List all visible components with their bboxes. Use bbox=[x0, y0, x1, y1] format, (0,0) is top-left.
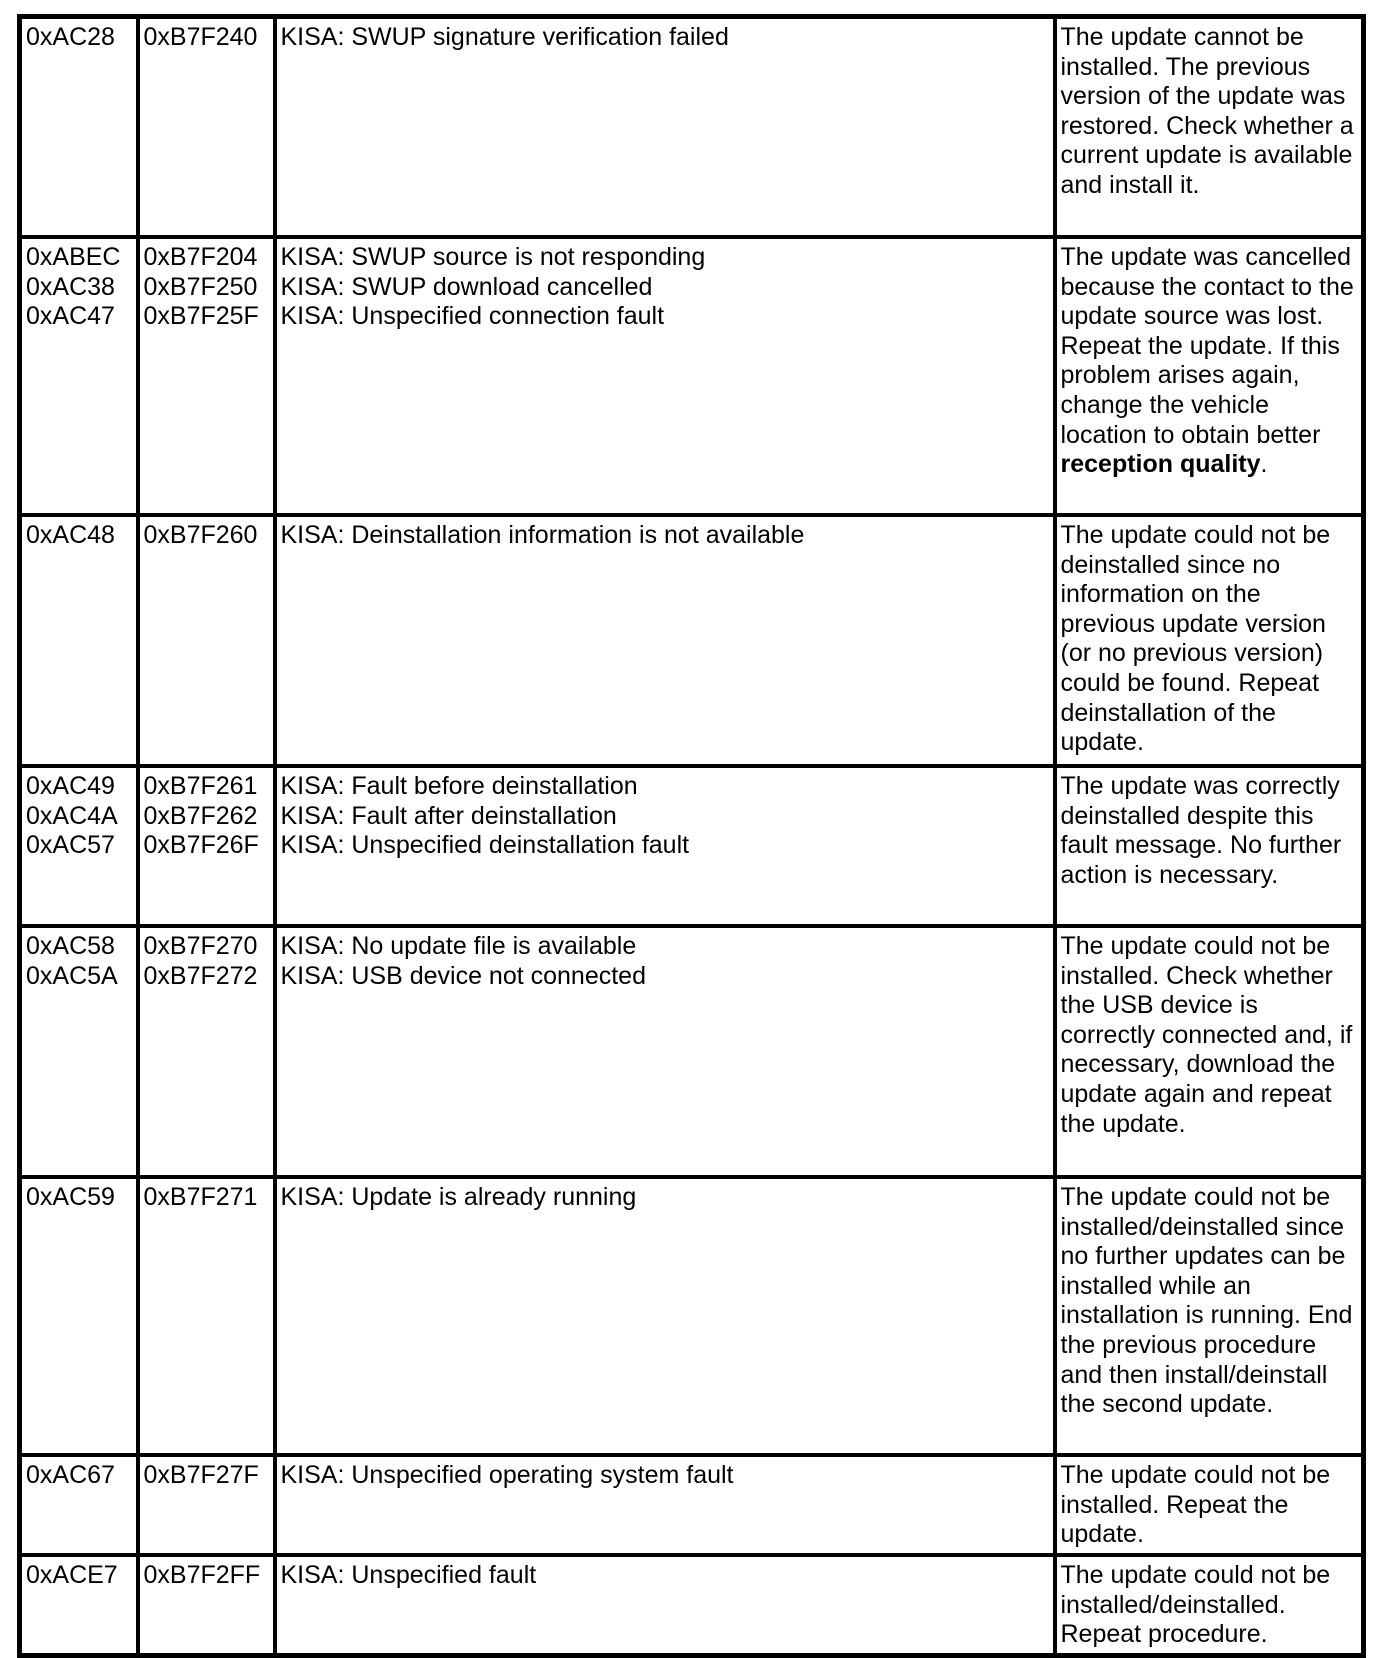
remedy-text: The update cannot be installed. The previous version of the update was restored. Check whether a current update is available and install it. bbox=[1060, 23, 1354, 199]
dtc-code: 0xB7F272 bbox=[143, 961, 258, 990]
fault-code-cell bbox=[20, 237, 138, 515]
fault-description: KISA: Unspecified fault bbox=[280, 1561, 537, 1589]
fault-description: KISA: Fault after deinstallation bbox=[280, 801, 617, 830]
dtc-code: 0xB7F27F bbox=[143, 1461, 259, 1489]
fault-code-cell bbox=[20, 17, 138, 238]
remedy-text: The update could not be installed/deinstalled. Repeat procedure. bbox=[1060, 1561, 1331, 1649]
remedy-text: The update was cancelled because the contact to the update source was lost. Repeat the update. If this problem arises again, change the vehicle location to obtain better bbox=[1060, 243, 1354, 449]
dtc-code-cell bbox=[138, 17, 275, 238]
dtc-code: 0xB7F270 bbox=[143, 932, 258, 960]
table-row bbox=[20, 766, 1364, 926]
fault-description: KISA: Update is already running bbox=[280, 1183, 637, 1211]
remedy-text: The update could not be installed/deinstalled since no further updates can be installed while an installation is running. End the previous procedure and then install/deinstall the second update. bbox=[1060, 1183, 1353, 1419]
fault-code: 0xACE7 bbox=[26, 1561, 118, 1589]
fault-description-cell bbox=[275, 766, 1055, 926]
fault-code: 0xAC59 bbox=[26, 1183, 115, 1211]
fault-description: KISA: Unspecified deinstallation fault bbox=[280, 831, 690, 860]
fault-code-cell bbox=[20, 926, 138, 1177]
fault-description: KISA: Unspecified connection fault bbox=[280, 302, 665, 331]
dtc-code-cell bbox=[138, 766, 275, 926]
remedy-cell bbox=[1055, 237, 1364, 515]
fault-description-cell bbox=[275, 926, 1055, 1177]
remedy-cell bbox=[1055, 1555, 1364, 1656]
fault-description: KISA: SWUP download cancelled bbox=[280, 272, 653, 301]
fault-description: KISA: SWUP source is not responding bbox=[280, 243, 706, 271]
fault-code: 0xAC49 bbox=[26, 772, 115, 800]
fault-description: KISA: Fault before deinstallation bbox=[280, 772, 638, 800]
remedy-cell bbox=[1055, 1455, 1364, 1555]
fault-code: 0xABEC bbox=[26, 243, 121, 271]
fault-code: 0xAC38 bbox=[26, 272, 115, 301]
fault-description-cell bbox=[275, 17, 1055, 238]
dtc-code: 0xB7F26F bbox=[143, 831, 259, 860]
remedy-emphasis: reception quality bbox=[1060, 450, 1261, 479]
fault-description-cell bbox=[275, 1177, 1055, 1455]
table-row bbox=[20, 1555, 1364, 1656]
fault-code-table bbox=[17, 14, 1366, 1658]
dtc-code: 0xB7F250 bbox=[143, 272, 258, 301]
remedy-cell bbox=[1055, 766, 1364, 926]
fault-code: 0xAC67 bbox=[26, 1461, 115, 1489]
fault-code: 0xAC5A bbox=[26, 961, 118, 990]
dtc-code: 0xB7F260 bbox=[143, 521, 258, 549]
remedy-text: The update could not be installed. Check whether the USB device is correctly connected and, if necessary, download the update again and repeat the update. bbox=[1060, 932, 1353, 1138]
remedy-cell bbox=[1055, 515, 1364, 766]
remedy-cell bbox=[1055, 926, 1364, 1177]
remedy-text: The update was correctly deinstalled despite this fault message. No further action is necessary. bbox=[1060, 772, 1342, 889]
fault-code: 0xAC48 bbox=[26, 521, 115, 549]
dtc-code-cell bbox=[138, 237, 275, 515]
fault-code-cell bbox=[20, 1177, 138, 1455]
table-row bbox=[20, 237, 1364, 515]
dtc-code: 0xB7F261 bbox=[143, 772, 258, 800]
fault-description-cell bbox=[275, 515, 1055, 766]
dtc-code-cell bbox=[138, 1455, 275, 1555]
dtc-code-cell bbox=[138, 1555, 275, 1656]
fault-code: 0xAC4A bbox=[26, 801, 118, 830]
fault-code: 0xAC47 bbox=[26, 302, 115, 331]
fault-description-cell bbox=[275, 1455, 1055, 1555]
fault-code-cell bbox=[20, 515, 138, 766]
dtc-code: 0xB7F25F bbox=[143, 302, 259, 331]
remedy-text: The update could not be installed. Repeat the update. bbox=[1060, 1461, 1331, 1549]
dtc-code-cell bbox=[138, 1177, 275, 1455]
remedy-tail: . bbox=[1260, 450, 1268, 479]
dtc-code-cell bbox=[138, 515, 275, 766]
table-row bbox=[20, 1455, 1364, 1555]
dtc-code: 0xB7F262 bbox=[143, 801, 258, 830]
fault-description: KISA: Unspecified operating system fault bbox=[280, 1461, 734, 1489]
fault-code: 0xAC57 bbox=[26, 831, 115, 860]
dtc-code: 0xB7F271 bbox=[143, 1183, 258, 1211]
remedy-text: The update could not be deinstalled since no information on the previous update version (or no previous version) could be found. Repeat deinstallation of the update. bbox=[1060, 521, 1331, 757]
fault-description: KISA: SWUP signature verification failed bbox=[280, 23, 729, 51]
fault-code: 0xAC28 bbox=[26, 23, 115, 51]
fault-description-cell bbox=[275, 237, 1055, 515]
table-row bbox=[20, 926, 1364, 1177]
table-row bbox=[20, 515, 1364, 766]
table-row bbox=[20, 17, 1364, 238]
dtc-code-cell bbox=[138, 926, 275, 1177]
fault-code-cell bbox=[20, 1455, 138, 1555]
fault-code-cell bbox=[20, 1555, 138, 1656]
dtc-code: 0xB7F2FF bbox=[143, 1561, 261, 1589]
fault-description-cell bbox=[275, 1555, 1055, 1656]
fault-code: 0xAC58 bbox=[26, 932, 115, 960]
table-row bbox=[20, 1177, 1364, 1455]
dtc-code: 0xB7F204 bbox=[143, 243, 258, 271]
fault-code-cell bbox=[20, 766, 138, 926]
remedy-cell bbox=[1055, 1177, 1364, 1455]
fault-description: KISA: Deinstallation information is not available bbox=[280, 521, 805, 549]
dtc-code: 0xB7F240 bbox=[143, 23, 258, 51]
fault-description: KISA: USB device not connected bbox=[280, 961, 646, 990]
remedy-cell bbox=[1055, 17, 1364, 238]
fault-description: KISA: No update file is available bbox=[280, 932, 637, 960]
